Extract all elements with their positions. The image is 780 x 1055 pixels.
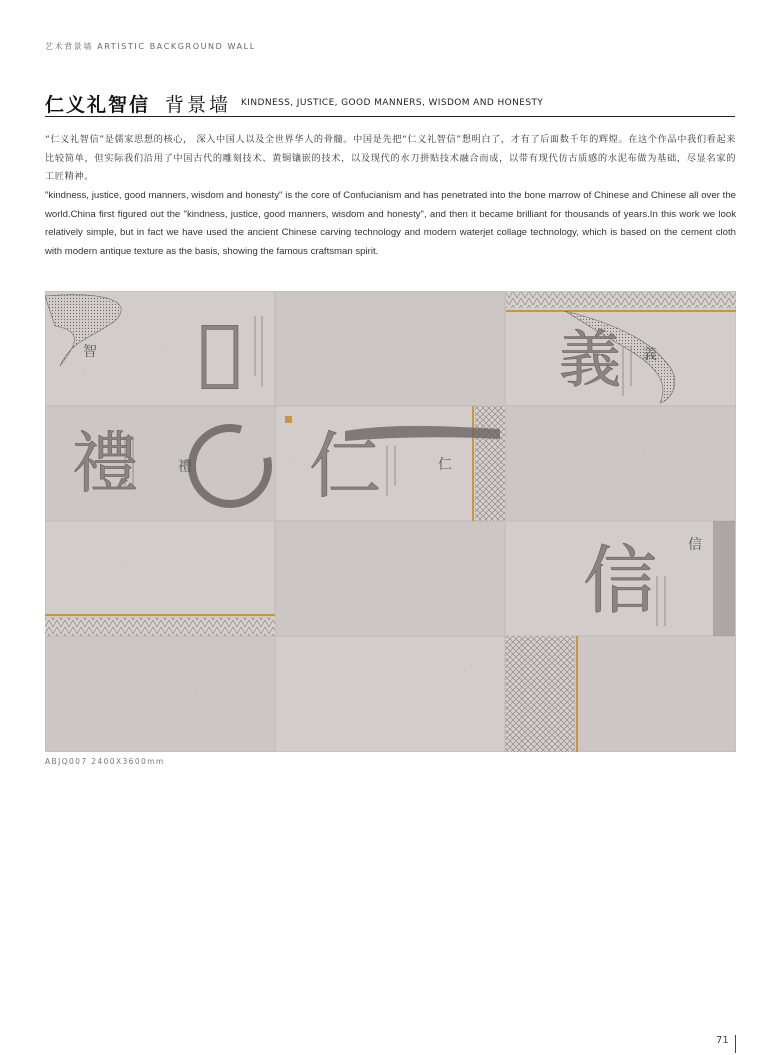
char-xin-small: 信 <box>688 537 702 553</box>
title-cn-sub: 背景墙 <box>165 94 232 116</box>
char-ren-seal: 仁 <box>308 424 382 508</box>
product-caption: ABJQ007 2400X3600mm <box>45 757 165 766</box>
char-ren-small: 仁 <box>438 457 452 473</box>
char-li-seal: 禮 <box>72 425 138 502</box>
title-en: KINDNESS, JUSTICE, GOOD MANNERS, WISDOM AND HONESTY <box>241 98 544 108</box>
section-label: 艺术背景墙 ARTISTIC BACKGROUND WALL <box>45 42 256 51</box>
page-number: 71 <box>716 1035 729 1046</box>
char-yi-small: 義 <box>643 347 657 363</box>
char-xin-seal: 信 <box>583 538 657 624</box>
title-row <box>45 90 735 117</box>
char-zhi-small: 智 <box>83 344 97 360</box>
title-cn-main: 仁义礼智信 <box>45 94 151 116</box>
wall-artwork <box>45 291 736 752</box>
char-li-small: 禮 <box>178 459 192 475</box>
description-en: "kindness, justice, good manners, wisdom and honesty" is the core of Confucianism and has penetrated into the bone marrow of Chinese and Chinese all over the world.China first figured out the "kindness, justice, good manners, wisdom and honesty", and then it became brilliant for thousands of years.In this work we look relatively simple, but in fact we have used the ancient Chinese carving technology and modern waterjet collage technology, which is based on the cement cloth with modern antique texture as the basis, showing the famous craftsman spirit. <box>45 190 736 257</box>
description-cn: “仁义礼智信”是儒家思想的核心， 深入中国人以及全世界华人的骨髓。中国是先把“仁义礼智信”想明白了，才有了后面数千年的辉煌。在这个作品中我们看起来比较简单，但实际我们沿用了中国古代的雕刻技术、黄铜镶嵌的技术，以及现代的水刀拼贴技术融合而成，以带有现代仿古质感的水泥布做为基础，尽显名家的工匠精神。 <box>45 134 736 182</box>
char-zhi-seal: 𢡚 <box>198 309 242 393</box>
char-yi-seal: 義 <box>558 323 622 396</box>
page-number-rule <box>735 1035 736 1053</box>
